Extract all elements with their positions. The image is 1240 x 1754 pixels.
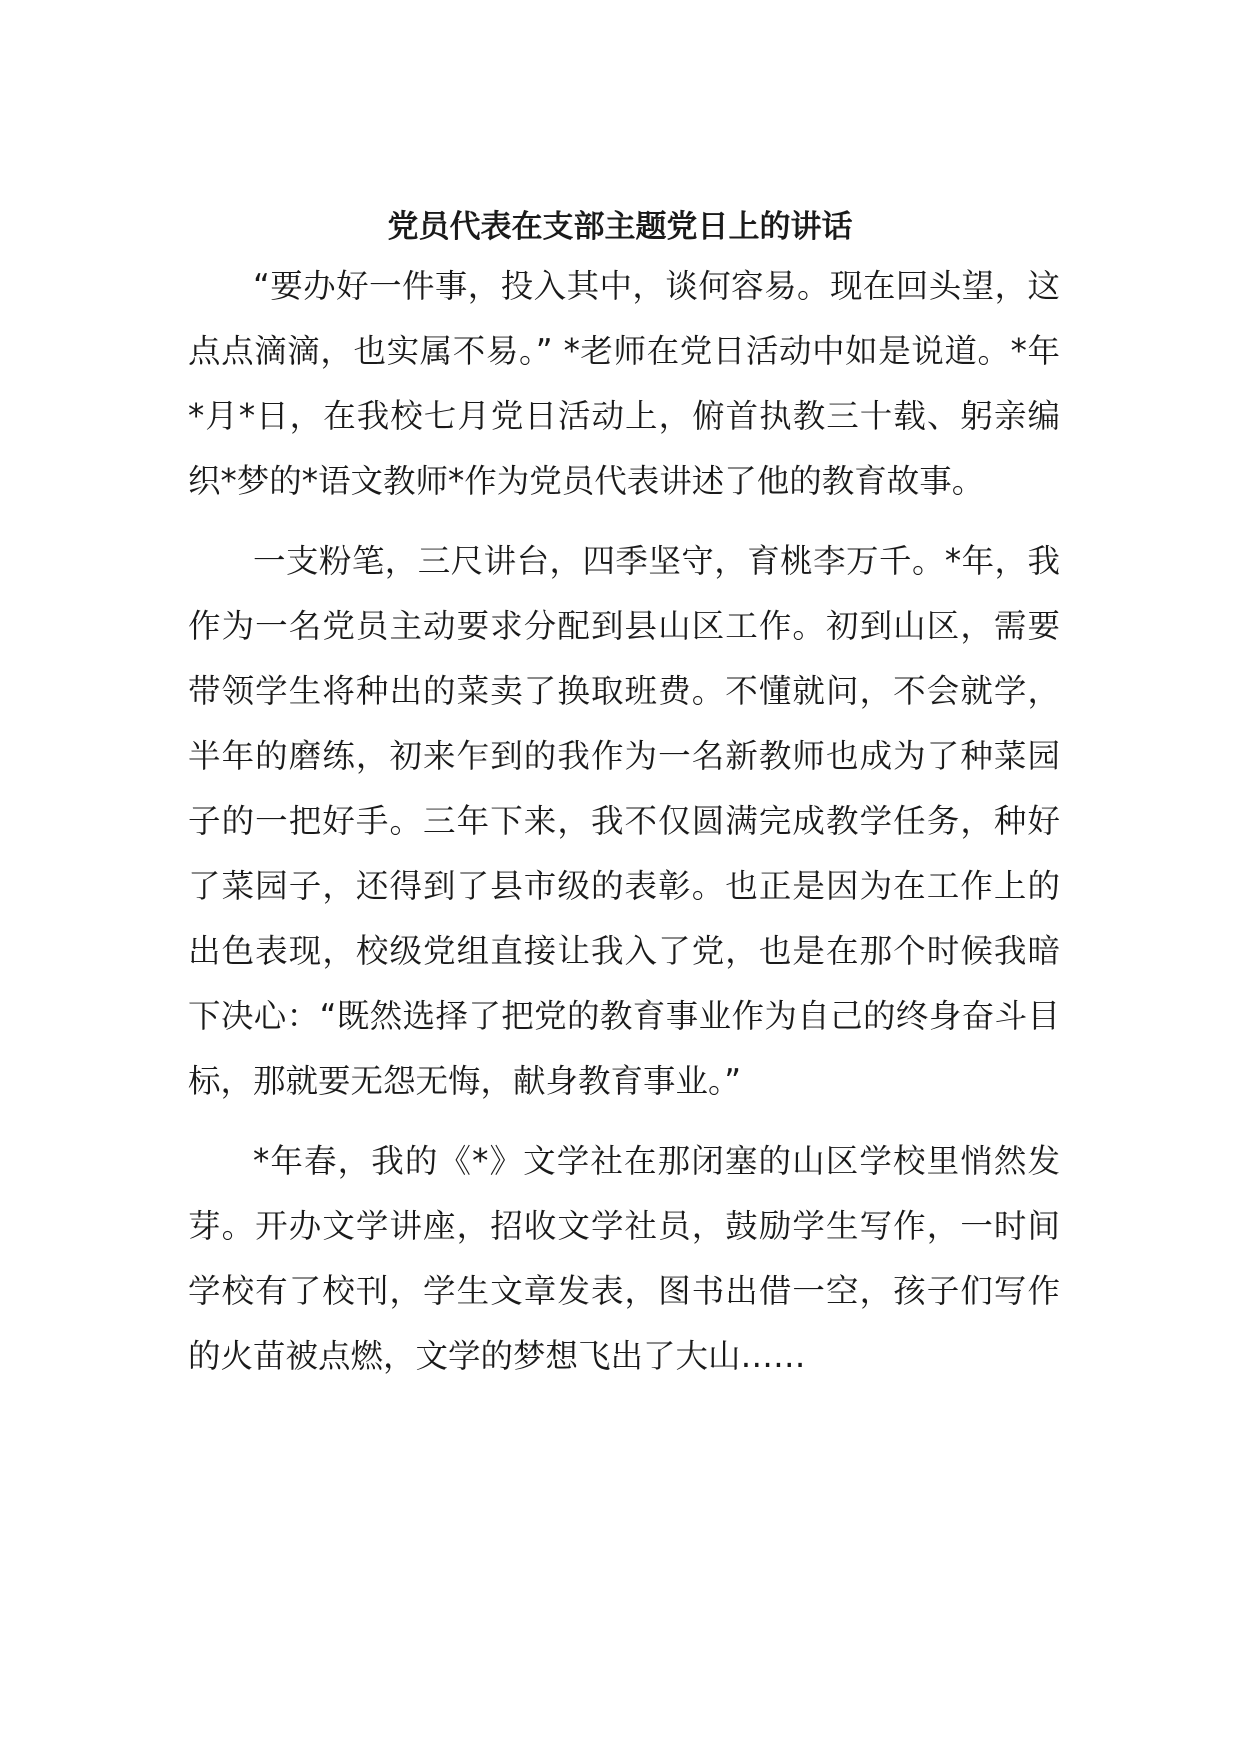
document-title: 党员代表在支部主题党日上的讲话: [387, 209, 853, 245]
paragraph-2: 一支粉笔，三尺讲台，四季坚守，育桃李万千。*年，我作为一名党员主动要求分配到县山区工作。初到山区，需要带领学生将种出的菜卖了换取班费。不懂就问，不会就学，半年的磨练，初来乍到的我作为一名新教师也成为了种菜园子的一把好手。三年下来，我不仅圆满完成教学任务，种好了菜园子，还得到了县市级的表彰。也正是因为在工作上的出色表现，校级党组直接让我入了党，也是在那个时候我暗下决心：“既然选择了把党的教育事业作为自己的终身奋斗目标，那就要无怨无悔，献身教育事业。”: [188, 542, 1060, 1100]
document-body: [188, 254, 1060, 1404]
paragraph-1: “要办好一件事，投入其中，谈何容易。现在回头望，这点点滴滴，也实属不易。” *老师在党日活动中如是说道。*年*月*日，在我校七月党日活动上，俯首执教三十载、躬亲编织*梦的*语文教师*作为党员代表讲述了他的教育故事。: [188, 267, 1060, 500]
paragraph-3: *年春，我的《*》文学社在那闭塞的山区学校里悄然发芽。开办文学讲座，招收文学社员，鼓励学生写作，一时间学校有了校刊，学生文章发表，图书出借一空，孩子们写作的火苗被点燃，文学的梦想飞出了大山……: [188, 1142, 1060, 1375]
